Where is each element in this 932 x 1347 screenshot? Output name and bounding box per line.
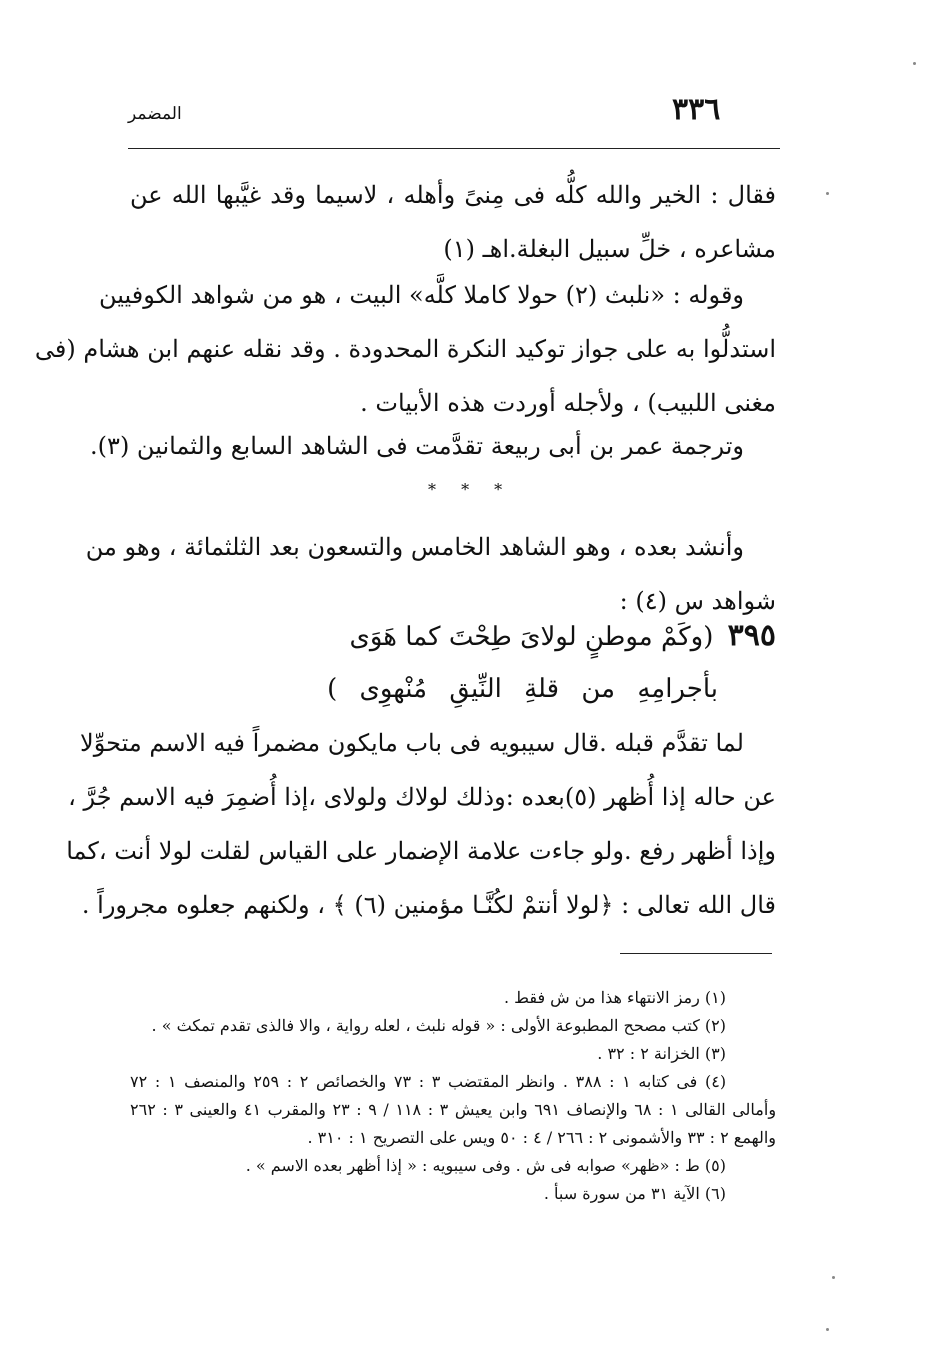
scan-speck (913, 62, 916, 65)
header-rule (128, 148, 780, 149)
footnotes (130, 984, 776, 1208)
footnote-line: (٣) الخزانة ٢ : ٣٢ . (597, 1044, 726, 1063)
paragraph-line: وترجمة عمر بن أبى ربيعة تقدَّمت فى الشاهد السابع والثمانين (٣). (90, 432, 744, 460)
paragraph-line: استدلُّوا به على جواز توكيد النكرة المحدودة . وقد نقله عنهم ابن هشام (فى (34, 335, 776, 363)
footnote-line: (٦) الآية ٣١ من سورة سبأ . (543, 1184, 726, 1203)
paragraph-line: قال الله تعالى : ﴿لولا أنتمْ لكُنَّـا مؤمنين (٦) ﴾ ، ولكنهم جعلوه مجروراً . (81, 891, 776, 919)
footnote-line: والهمع ٢ : ٣٣ والأشمونى ٢ : ٢٦٦ / ٤ : ٥٠ ويس على التصريح ١ : ٣١٠ . (307, 1128, 776, 1147)
scan-speck (832, 1276, 835, 1279)
paragraph-line: شواهد س (٤) : (619, 587, 776, 615)
paragraph-line: مشاعره ، خلِّ سبيل البغلة.اهـ (١) (443, 235, 776, 263)
verse-line-2: بأجرامِهِ من قلةِ النِّيقِ مُنْهوِى ) (327, 674, 718, 704)
paragraph-line: عن حاله إذا أُظهر (٥)بعده :وذلك لولاك ولولاى ،إذا أُضمِرَ فيه الاسم جُرَّ ، (68, 783, 776, 811)
paragraph-3 (90, 419, 776, 473)
scan-speck (826, 1328, 829, 1331)
verse-line-1: (وكَمْ موطنٍ لولاىَ طِحْتَ كما هَوَى (349, 622, 714, 652)
paragraph-4 (85, 520, 776, 628)
verse-number: ٣٩٥ (727, 618, 776, 653)
footnote-line: (٥) ط : «ظهر» صوابه فى ش . وفى سيبويه : « إذا أظهر بعده الاسم » . (245, 1156, 726, 1175)
paragraph-1 (130, 168, 776, 276)
paragraph-2 (34, 268, 776, 430)
paragraph-5 (66, 716, 776, 932)
paragraph-line: وأنشد بعده ، وهو الشاهد الخامس والتسعون بعد الثلثمائة ، وهو من (85, 533, 744, 561)
footnote-rule (620, 953, 772, 954)
footnote-line: (٤) فى كتابه ١ : ٣٨٨ . وانظر المقتضب ٣ : ٧٣ والخصائص ٢ : ٢٥٩ والمنصف ١ : ٧٢ (130, 1072, 727, 1091)
running-title: المضمر (128, 104, 182, 124)
paragraph-line: وقوله : «نلبث (٢) حولا كاملا كلَّه» البيت ، هو من شواهد الكوفيين (98, 281, 744, 309)
paragraph-line: فقال : الخير والله كلُّه فى مِنىً وأهله ، لاسيما وقد غيَّبها الله عن (130, 181, 776, 209)
paragraph-line: مغنى اللبيب) ، ولأجله أوردت هذه الأبيات . (360, 389, 776, 417)
scan-speck (826, 192, 829, 195)
footnote-line: وأمالى القالى ١ : ٦٨ والإنصاف ٦٩١ وابن يعيش ٣ : ١١٨ / ٩ : ٢٣ والمقرب ٤١ والعينى ٣ : ٢٦٢ (130, 1100, 777, 1119)
footnote-line: (٢) كتب مصحح المطبوعة الأولى : « قوله نلبث ، لعله رواية ، والا فالذى تقدم تمكث » . (151, 1016, 726, 1035)
section-separator: * * * (428, 480, 513, 499)
verse-first-hemistich (349, 618, 776, 653)
page-number: ٣٣٦ (672, 92, 721, 127)
paragraph-line: لما تقدَّم قبله .قال سيبويه فى باب مايكون مضمراً فيه الاسم متحوِّلا (80, 729, 744, 757)
paragraph-line: وإذا أظهر رفع .ولو جاءت علامة الإضمار على القياس لقلت لولا أنت ،كما (66, 837, 776, 865)
footnote-line: (١) رمز الانتهاء هذا من ش فقط . (503, 988, 726, 1007)
